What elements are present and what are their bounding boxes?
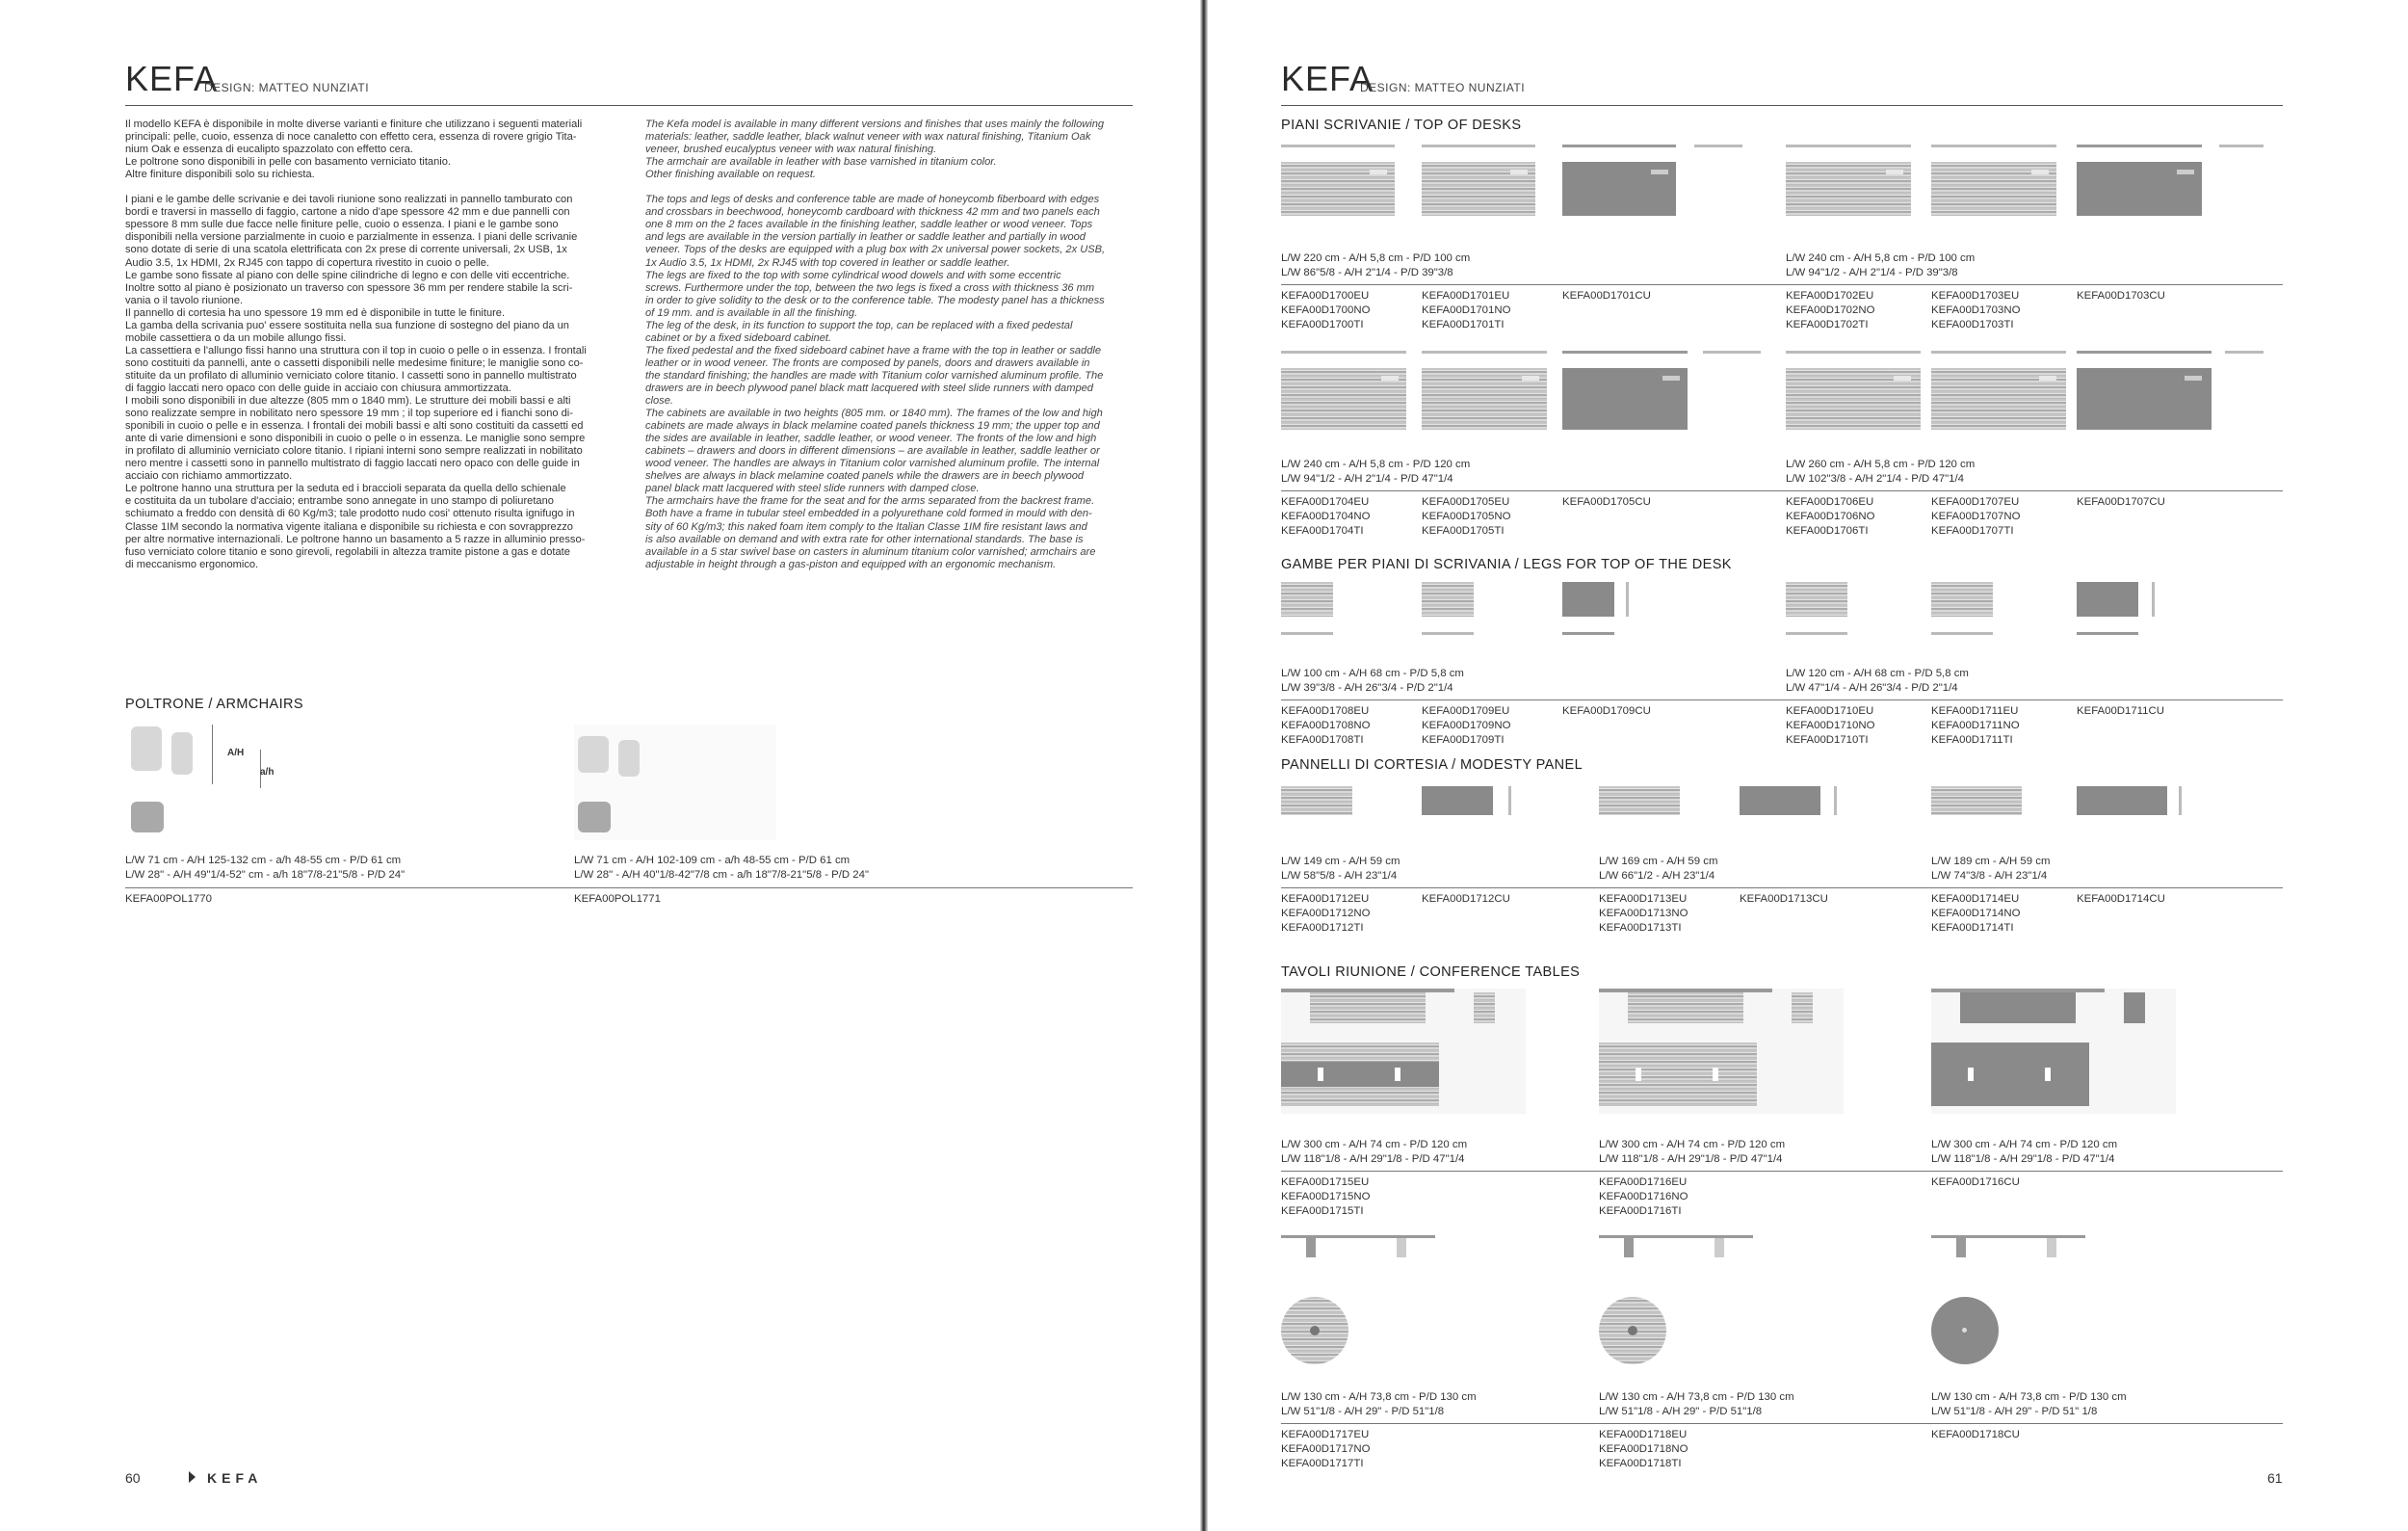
modesty-2-codes-a: KEFA00D1713EU KEFA00D1713NO KEFA00D1713TI [1599, 893, 1688, 934]
leg-2-dimensions: L/W 120 cm - A/H 68 cm - P/D 5,8 cm L/W 47"1/4 - A/H 26"3/4 - P/D 2"1/4 [1786, 668, 1969, 694]
round-table-leather-image [1931, 1235, 2085, 1376]
armchair-low-image [574, 725, 776, 840]
desk-edge-image [1281, 145, 1395, 147]
modesty-side-image [1508, 786, 1511, 815]
desk-edge-image [1422, 145, 1535, 147]
divider [1281, 490, 2283, 491]
desk-edge-image [1931, 351, 2066, 354]
conference-table-wood-image [1281, 989, 1526, 1114]
modesty-2-dimensions: L/W 169 cm - A/H 59 cm L/W 66"1/2 - A/H 23"1/4 [1599, 856, 1718, 882]
armchair-high-image [125, 725, 250, 840]
round-table-2-dimensions: L/W 130 cm - A/H 73,8 cm - P/D 130 cm L/W 51"1/8 - A/H 29" - P/D 51"1/8 [1599, 1391, 1794, 1417]
desk-3-codes-c: KEFA00D1705CU [1562, 496, 1651, 508]
desk-wood-image [1931, 162, 2056, 216]
modesty-wood-image [1281, 786, 1352, 815]
modesty-1-codes-b: KEFA00D1712CU [1422, 893, 1510, 905]
desk-leather-image [1562, 368, 1688, 430]
english-description: The Kefa model is available in many different versions and finishes that uses mainly the following materials: leather, saddle leather, black walnut veneer with wax natural finishing, Titanium Oak veneer, brushed eucalyptus veneer with wax natural finishing. The armchair are available in leather with base varnished in titanium color. Other finishing available on request. The tops and legs of desks and conference table are made of honeycomb fiberboard with edges and crossbars in beechwood, honeycomb cardboard with thickness 42 mm and two panels each one 8 mm on the 2 faces available in the finishing leather, saddle leather or wood veneer. Tops and legs are available in the version partially in leather or saddle leather and partially in wood veneer. Tops of the desks are equipped with a plug box with 2x universal power sockets, 2x USB, 1x Audio 3.5, 1x HDMI, 2x RJ45 with top covered in leather or saddle leather. The legs are fixed to the top with some cylindrical wood dowels and with some eccentric screws. Furthermore under the top, between the two legs is fixed a cross with thickness 36 mm in order to give solidity to the desk or to the conference table. The modesty panel has a thickness of 19 mm. and is available in all the finishing. The leg of the desk, in its function to support the top, can be replaced with a fixed pedestal cabinet or by a fixed sideboard cabinet. The fixed pedestal and the fixed sideboard cabinet have a frame with the top in leather or saddle leather or in wood veneer. The fronts are composed by panels, doors and drawers available in the standard finishing; the handles are made with Titanium color varnished aluminum profile. The drawers are in beech plywood panel black matt lacquered with steel slide runners with damped close. The cabinets are available in two heights (805 mm. or 1840 mm). The frames of the low and high cabinets are made always in black melamine coated panels thickness 19 mm; the upper top and the sides are available in leather, saddle leather, or wood veneer. The fronts of the low and high cabinets – drawers and doors in different dimensions – are available in leather, saddle leather or wood veneer. The handles are always in Titanium color varnished aluminum profile. The internal shelves are always in black melamine coated panels while the drawers are in beech plywood panel black matt lacquered with steel slide runners with damped close. The armchairs have the frame for the seat and for the arms separated from the backrest frame. Both have a frame in tubular steel embedded in a polyurethane cold formed in mould with den- sity of 60 Kg/m3; this naked foam item comply to the Italian Classe 1IM fire resistant laws and is also available on demand and with extra rate for other international standards. The base is available in a 5 star swivel base on casters in aluminum titanium color varnished; armchairs are adjustable in height through a gas-piston and equipped with an ergonomic mechanism. [645, 119, 1106, 570]
table-1-codes: KEFA00D1715EU KEFA00D1715NO KEFA00D1715TI [1281, 1176, 1371, 1217]
seat-height-label: a/h [260, 767, 275, 778]
modesty-wood-image [1599, 786, 1680, 815]
desk-2-codes-a: KEFA00D1702EU KEFA00D1702NO KEFA00D1702TI [1786, 290, 1875, 330]
desk-edge-image [2077, 351, 2212, 354]
desk-edge-image [1931, 145, 2056, 147]
page-header [125, 58, 1133, 106]
desk-4-dimensions: L/W 260 cm - A/H 5,8 cm - P/D 120 cm L/W 102"3/8 - A/H 2"1/4 - P/D 47"1/4 [1786, 459, 1976, 485]
page-header [1281, 58, 2283, 106]
desk-edge-image [2219, 145, 2264, 147]
leg-side-image [2152, 582, 2155, 617]
leg-side-image [1626, 582, 1629, 617]
desk-wood-image [1422, 368, 1547, 430]
desk-edge-image [1562, 145, 1676, 147]
desk-edge-image [1786, 145, 1911, 147]
leg-wood-image [1931, 582, 1993, 617]
leg-edge-image [1281, 632, 1333, 635]
modesty-1-dimensions: L/W 149 cm - A/H 59 cm L/W 58"5/8 - A/H 23"1/4 [1281, 856, 1400, 882]
desk-edge-image [2077, 145, 2202, 147]
desk-3-dimensions: L/W 240 cm - A/H 5,8 cm - P/D 120 cm L/W 94"1/2 - A/H 2"1/4 - P/D 47"1/4 [1281, 459, 1471, 485]
conference-table-wood-image [1599, 989, 1844, 1114]
leg-edge-image [1422, 632, 1474, 635]
divider [1281, 1423, 2283, 1424]
tables-section-title: TAVOLI RIUNIONE / CONFERENCE TABLES [1281, 964, 1581, 980]
leg-wood-image [1422, 582, 1474, 617]
arrow-icon [189, 1471, 196, 1483]
desk-leather-image [1562, 162, 1676, 216]
armchair-2-code: KEFA00POL1771 [574, 893, 661, 905]
desk-edge-image [1694, 145, 1742, 147]
table-2-dimensions: L/W 300 cm - A/H 74 cm - P/D 120 cm L/W 118"1/8 - A/H 29"1/8 - P/D 47"1/4 [1599, 1139, 1786, 1165]
modesty-wood-image [1931, 786, 2022, 815]
modesty-section-title: PANNELLI DI CORTESIA / MODESTY PANEL [1281, 757, 1584, 773]
italian-description: Il modello KEFA è disponibile in molte diverse varianti e finiture che utilizzano i seguenti materiali principali: pelle, cuoio, essenza di noce canaletto con effetto cera, essenza di rovere grigio Tita- nium Oak e essenza di eucalipto spazzolato con effetto cera. Le poltrone sono disponibili in pelle con basamento verniciato titanio. Altre finiture disponibili solo su richiesta. I piani e le gambe delle scrivanie e dei tavoli riunione sono realizzati in pannello tamburato con bordi e traversi in massello di faggio, cartone a nido d'ape spessore 42 mm e due pannelli con spessore 8 mm sulle due facce nelle finiture pelle, cuoio o essenza. I piani e le gambe sono disponibili nella versione parzialmente in cuoio e parzialmente in essenza. I piani delle scrivanie sono dotate di serie di una scatola elettrificata con 2x prese di corrente universali, 2x USB, 1x Audio 3.5, 1x HDMI, 2x RJ45 con tappo di copertura rivestito in cuoio o pelle. Le gambe sono fissate al piano con delle spine cilindriche di legno e con delle viti eccentriche. Inoltre sotto al piano è posizionato un traverso con spessore 36 mm per rendere stabile la scri- vania o il tavolo riunione. Il pannello di cortesia ha uno spessore 19 mm ed è disponibile in tutte le finiture. La gamba della scrivania puo' essere sostituita nella sua funzione di sostegno del piano da un mobile cassettiera o da un mobile allungo fissi. La cassettiera e l'allungo fissi hanno una struttura con il top in cuoio o pelle o in essenza. I frontali sono costituiti da pannelli, ante o cassetti disponibili nelle medesime finiture; le maniglie sono co- stituite da un profilato di alluminio verniciato colore titanio. I cassetti sono in pannello multistrato di faggio laccati nero opaco con delle guide in acciaio con chiusura ammortizzata. I mobili sono disponibili in due altezze (805 mm o 1840 mm). Le strutture dei mobili bassi e alti sono realizzate sempre in nobilitato nero spessore 19 mm ; il top superiore ed i fianchi sono di- sponibili in cuoio o pelle e in essenza. I frontali dei mobili bassi e alti sono costituiti da cassetti ed ante di varie dimensioni e sono disponibili in cuoio o pelle o in essenza. Le maniglie sono sempre in profilato di alluminio verniciato colore titanio. I ripiani interni sono sempre realizzati in nobilitato nero mentre i cassetti sono in pannello multistrato di faggio laccati nero opaco con delle guide in acciaio con richiamo ammortizzato. Le poltrone hanno una struttura per la seduta ed i braccioli separata da quella dello schienale e costituita da un tubolare d'acciaio; entrambe sono annegate in uno stampo di poliuretano schiumato a freddo con densità di 60 Kg/m3; tale prodotto nudo cosi' ottenuto risulta ignifugo in Classe 1IM secondo la normativa vigente italiana e disponibile su richiesta e con sovrapprezzo per altre normative internazionali. Le poltrone hanno un basamento a 5 razze in alluminio presso- fuso verniciato colore titanio e sono girevoli, regolabili in altezza tramite pistone a gas e dotate di meccanismo ergonomico. [125, 119, 587, 570]
desk-wood-image [1786, 368, 1921, 430]
leg-leather-image [2077, 582, 2138, 617]
round-table-1-codes: KEFA00D1717EU KEFA00D1717NO KEFA00D1717TI [1281, 1429, 1371, 1469]
desk-edge-image [1562, 351, 1688, 354]
armchair-2-dimensions: L/W 71 cm - A/H 102-109 cm - a/h 48-55 cm - P/D 61 cm L/W 28" - A/H 40"1/8-42"7/8 cm - a/h 18"7/8-21"5/8 - P/D 24" [574, 855, 870, 881]
modesty-side-image [2179, 786, 2182, 815]
leg-1-dimensions: L/W 100 cm - A/H 68 cm - P/D 5,8 cm L/W 39"3/8 - A/H 26"3/4 - P/D 2"1/4 [1281, 668, 1464, 694]
page-number: 61 [2267, 1470, 2283, 1486]
armchairs-section-title: POLTRONE / ARMCHAIRS [125, 697, 303, 712]
round-table-1-dimensions: L/W 130 cm - A/H 73,8 cm - P/D 130 cm L/W 51"1/8 - A/H 29" - P/D 51"1/8 [1281, 1391, 1477, 1417]
desk-2-codes-b: KEFA00D1703EU KEFA00D1703NO KEFA00D1703TI [1931, 290, 2021, 330]
divider [1281, 887, 2283, 888]
desk-leather-image [2077, 162, 2202, 216]
page-number: 60 [125, 1470, 141, 1486]
desk-edge-image [1703, 351, 1761, 354]
desks-section-title: PIANI SCRIVANIE / TOP OF DESKS [1281, 118, 1522, 133]
desk-wood-image [1281, 162, 1395, 216]
armchair-1-dimensions: L/W 71 cm - A/H 125-132 cm - a/h 48-55 cm - P/D 61 cm L/W 28" - A/H 49"1/4-52" cm - a/h 18"7/8-21"5/8 - P/D 24" [125, 855, 406, 881]
legs-section-title: GAMBE PER PIANI DI SCRIVANIA / LEGS FOR TOP OF THE DESK [1281, 557, 1732, 572]
round-table-3-codes: KEFA00D1718CU [1931, 1429, 2020, 1440]
left-page [0, 0, 1200, 1531]
modesty-3-codes-b: KEFA00D1714CU [2077, 893, 2165, 905]
desk-1-codes-b: KEFA00D1701EU KEFA00D1701NO KEFA00D1701TI [1422, 290, 1511, 330]
table-1-dimensions: L/W 300 cm - A/H 74 cm - P/D 120 cm L/W 118"1/8 - A/H 29"1/8 - P/D 47"1/4 [1281, 1139, 1468, 1165]
desk-wood-image [1422, 162, 1535, 216]
divider [1281, 1171, 2283, 1172]
desk-edge-image [1786, 351, 1921, 354]
brand-title: KEFA [1281, 59, 1374, 98]
desk-edge-image [1422, 351, 1547, 354]
leg-2-codes-b: KEFA00D1711EU KEFA00D1711NO KEFA00D1711TI [1931, 705, 2020, 746]
modesty-2-codes-b: KEFA00D1713CU [1740, 893, 1828, 905]
modesty-leather-image [1422, 786, 1493, 815]
desk-edge-image [1281, 351, 1406, 354]
table-3-dimensions: L/W 300 cm - A/H 74 cm - P/D 120 cm L/W 118"1/8 - A/H 29"1/8 - P/D 47"1/4 [1931, 1139, 2118, 1165]
desk-4-codes-b: KEFA00D1707EU KEFA00D1707NO KEFA00D1707TI [1931, 496, 2021, 537]
modesty-3-codes-a: KEFA00D1714EU KEFA00D1714NO KEFA00D1714TI [1931, 893, 2021, 934]
divider [1281, 284, 2283, 285]
modesty-1-codes-a: KEFA00D1712EU KEFA00D1712NO KEFA00D1712TI [1281, 893, 1371, 934]
desk-2-dimensions: L/W 240 cm - A/H 5,8 cm - P/D 100 cm L/W 94"1/2 - A/H 2"1/4 - P/D 39"3/8 [1786, 252, 1976, 278]
desk-edge-image [2225, 351, 2264, 354]
desk-wood-image [1281, 368, 1406, 430]
desk-1-codes-a: KEFA00D1700EU KEFA00D1700NO KEFA00D1700TI [1281, 290, 1371, 330]
round-table-wood-image [1281, 1235, 1435, 1376]
round-table-wood-image [1599, 1235, 1753, 1376]
leg-edge-image [1931, 632, 1993, 635]
book-spine [1200, 0, 1208, 1531]
leg-edge-image [1562, 632, 1614, 635]
table-3-codes: KEFA00D1716CU [1931, 1176, 2020, 1188]
modesty-side-image [1834, 786, 1837, 815]
modesty-3-dimensions: L/W 189 cm - A/H 59 cm L/W 74"3/8 - A/H 23"1/4 [1931, 856, 2051, 882]
desk-leather-image [2077, 368, 2212, 430]
leg-leather-image [1562, 582, 1614, 617]
desk-4-codes-a: KEFA00D1706EU KEFA00D1706NO KEFA00D1706TI [1786, 496, 1875, 537]
modesty-leather-image [1740, 786, 1820, 815]
leg-2-codes-a: KEFA00D1710EU KEFA00D1710NO KEFA00D1710TI [1786, 705, 1875, 746]
leg-edge-image [1786, 632, 1847, 635]
leg-1-codes-b: KEFA00D1709EU KEFA00D1709NO KEFA00D1709TI [1422, 705, 1511, 746]
round-table-2-codes: KEFA00D1718EU KEFA00D1718NO KEFA00D1718TI [1599, 1429, 1688, 1469]
desk-1-codes-c: KEFA00D1701CU [1562, 290, 1651, 302]
desk-3-codes-a: KEFA00D1704EU KEFA00D1704NO KEFA00D1704TI [1281, 496, 1371, 537]
leg-wood-image [1281, 582, 1333, 617]
height-label: A/H [227, 748, 245, 758]
desk-wood-image [1931, 368, 2066, 430]
footer-brand: KEFA [207, 1470, 263, 1486]
desk-4-codes-c: KEFA00D1707CU [2077, 496, 2165, 508]
designer-credit: DESIGN: MATTEO NUNZIATI [1360, 81, 1526, 94]
right-page [1208, 0, 2408, 1531]
desk-3-codes-b: KEFA00D1705EU KEFA00D1705NO KEFA00D1705TI [1422, 496, 1511, 537]
divider [125, 887, 1133, 888]
desk-wood-image [1786, 162, 1911, 216]
round-table-3-dimensions: L/W 130 cm - A/H 73,8 cm - P/D 130 cm L/W 51"1/8 - A/H 29" - P/D 51" 1/8 [1931, 1391, 2127, 1417]
desk-2-codes-c: KEFA00D1703CU [2077, 290, 2165, 302]
leg-wood-image [1786, 582, 1847, 617]
leg-2-codes-c: KEFA00D1711CU [2077, 705, 2164, 717]
leg-edge-image [2077, 632, 2138, 635]
designer-credit: DESIGN: MATTEO NUNZIATI [204, 81, 370, 94]
modesty-leather-image [2077, 786, 2167, 815]
leg-1-codes-c: KEFA00D1709CU [1562, 705, 1651, 717]
armchair-1-code: KEFA00POL1770 [125, 893, 212, 905]
brand-title: KEFA [125, 59, 219, 98]
desk-1-dimensions: L/W 220 cm - A/H 5,8 cm - P/D 100 cm L/W 86"5/8 - A/H 2"1/4 - P/D 39"3/8 [1281, 252, 1471, 278]
table-2-codes: KEFA00D1716EU KEFA00D1716NO KEFA00D1716TI [1599, 1176, 1688, 1217]
conference-table-leather-image [1931, 989, 2176, 1114]
leg-1-codes-a: KEFA00D1708EU KEFA00D1708NO KEFA00D1708TI [1281, 705, 1371, 746]
